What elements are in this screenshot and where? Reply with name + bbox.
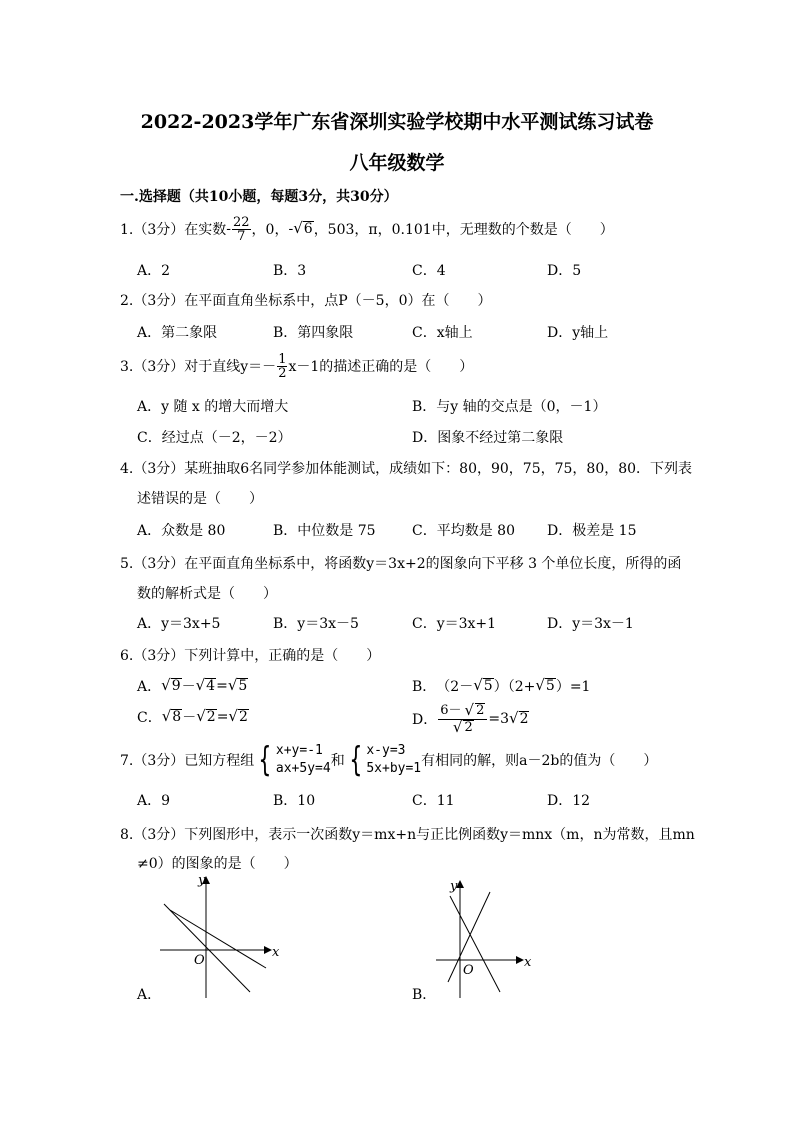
q6-d-num: 6－ √ 2 — [438, 703, 487, 719]
q6-d-rad-3: 2 — [519, 710, 529, 727]
question-5-line-1: 5.（3分）在平面直角坐标系中，将函数y＝3x+2的图象向下平移 3 个单位长度，所得的函 — [120, 556, 682, 572]
q6-b-sqrt-1: √ 5 — [473, 675, 493, 694]
graph-a-x-arrow — [264, 946, 272, 954]
q2-option-d[interactable]: D．y轴上 — [547, 325, 609, 341]
q6-d-num-rad: 2 — [476, 703, 485, 719]
graph-b-y-label: y — [450, 879, 458, 894]
q6-c-minus: － — [182, 710, 197, 726]
graph-b-line-1 — [450, 896, 500, 992]
q6-a-sqrt-2: √ 4 — [195, 675, 216, 694]
q6-a-rad-1: 9 — [171, 677, 181, 694]
q1-frac-den: 7 — [237, 228, 246, 244]
q6-d-fraction — [438, 703, 487, 735]
q7-and: 和 — [330, 753, 345, 769]
q3-rest: x－1的描述正确的是（ ） — [288, 359, 474, 375]
q7-system-2: { x-y=3 5x+by=1 — [349, 740, 422, 780]
q7-system-1: { x+y=-1 ax+5y=4 — [258, 740, 331, 780]
q6-b-rad-1: 5 — [483, 677, 493, 694]
q6-b-pre: （2－ — [436, 679, 474, 695]
q8-option-a[interactable]: A． — [137, 987, 162, 1003]
q6-c-sqrt-3: √ 2 — [228, 706, 248, 725]
q1-rad: 6 — [303, 220, 313, 237]
question-2: 2.（3分）在平面直角坐标系中，点P（－5，0）在（ ） — [120, 293, 492, 309]
q3-frac-num: 1 — [278, 351, 287, 367]
q6-b-label: B． — [412, 679, 437, 695]
q1-frac-num: 22 — [233, 214, 250, 230]
q8-graph-b[interactable] — [430, 870, 540, 1000]
q7-sys2-eq2: 5x+by=1 — [366, 761, 422, 776]
q1-neg: - — [226, 221, 231, 237]
q7-option-b[interactable]: B．10 — [273, 793, 316, 809]
q6-d-den-rad: 2 — [464, 719, 473, 735]
q7-option-a[interactable]: A．9 — [137, 793, 171, 809]
q1-mid: ，0， — [251, 222, 289, 238]
q6-a-eq: = — [216, 678, 228, 694]
q4-option-a[interactable]: A．众数是 80 — [137, 523, 226, 539]
q3-frac-den: 2 — [278, 365, 287, 381]
q1-option-c[interactable]: C．4 — [412, 263, 446, 279]
q3-option-c[interactable]: C．经过点（－2，－2） — [137, 430, 292, 446]
q1-neg2: - — [288, 221, 294, 237]
page-subtitle: 八年级数学 — [349, 152, 445, 174]
q6-c-eq: = — [216, 709, 229, 725]
q8-option-b[interactable]: B． — [412, 987, 437, 1003]
q7-rest: 有相同的解，则a－2b的值为（ ） — [421, 753, 658, 769]
q2-option-b[interactable]: B．第四象限 — [273, 325, 354, 341]
q6-b-rad-2: 5 — [545, 677, 555, 694]
q6-b-post: ）=1 — [555, 679, 591, 695]
q6-c-label: C． — [137, 710, 162, 726]
q5-option-c[interactable]: C．y＝3x+1 — [412, 616, 497, 632]
q4-option-b[interactable]: B．中位数是 75 — [273, 523, 376, 539]
question-4-line-2: 述错误的是（ ） — [137, 491, 263, 507]
graph-b-origin: O — [463, 963, 474, 978]
q5-option-a[interactable]: A．y＝3x+5 — [137, 616, 221, 632]
graph-a-origin: O — [194, 953, 205, 968]
q6-a-sqrt-3: √ 5 — [227, 675, 248, 694]
q6-option-d[interactable] — [412, 700, 529, 738]
question-1 — [120, 214, 614, 244]
q3-prefix: 3.（3分）对于直线y＝－ — [120, 359, 277, 375]
q6-option-c[interactable] — [137, 705, 249, 729]
q3-option-a[interactable]: A．y 随 x 的增大而增大 — [137, 399, 289, 415]
page-title: 2022-2023学年广东省深圳实验学校期中水平测试练习试卷 — [140, 111, 654, 133]
q6-a-rad-3: 5 — [238, 677, 248, 694]
question-4-line-1: 4.（3分）某班抽取6名同学参加体能测试，成绩如下：80，90，75，75，80，80．下列表 — [120, 461, 693, 477]
q6-c-sqrt-1: √ 8 — [161, 706, 182, 725]
q1-sqrt: √ 6 — [293, 218, 313, 237]
q1-fraction — [232, 216, 251, 243]
q6-a-label: A． — [137, 679, 162, 695]
q2-option-a[interactable]: A．第二象限 — [137, 325, 218, 341]
q6-b-mid: ）（2+ — [493, 679, 536, 695]
q6-a-rad-2: 4 — [206, 677, 216, 694]
graph-a-line-1 — [164, 904, 250, 992]
q1-option-b[interactable]: B．3 — [273, 263, 307, 279]
graph-a-x-label: x — [272, 945, 280, 960]
q6-a-sqrt-1: √ 9 — [161, 675, 181, 694]
q6-c-rad-3: 2 — [238, 708, 248, 725]
q5-option-d[interactable]: D．y＝3x－1 — [547, 616, 634, 632]
q4-option-d[interactable]: D．极差是 15 — [547, 523, 637, 539]
q6-b-sqrt-2: √ 5 — [535, 675, 555, 694]
q6-d-num-pre: 6－ — [440, 703, 462, 719]
q2-option-c[interactable]: C．x轴上 — [412, 325, 473, 341]
q5-option-b[interactable]: B．y＝3x－5 — [273, 616, 359, 632]
q6-d-sqrt-3: √ 2 — [509, 708, 529, 727]
q6-c-rad-2: 2 — [206, 708, 216, 725]
q7-sys2-eq1: x-y=3 — [366, 743, 406, 758]
graph-b-x-arrow — [516, 956, 524, 964]
q6-c-sqrt-2: √ 2 — [196, 706, 216, 725]
q3-option-b[interactable]: B．与y 轴的交点是（0，－1） — [412, 399, 607, 415]
graph-a-y-label: y — [198, 873, 206, 888]
q7-prefix: 7.（3分）已知方程组 — [120, 753, 255, 769]
section-heading: 一.选择题（共10小题，每题3分，共30分） — [120, 189, 398, 205]
q6-d-label: D． — [412, 712, 438, 728]
question-8-line-1: 8.（3分）下列图形中，表示一次函数y＝mx+n与正比例函数y＝mnx（m，n为常数，且mn — [120, 827, 695, 843]
q1-option-d[interactable]: D．5 — [547, 263, 582, 279]
q6-option-a[interactable] — [137, 674, 248, 698]
q6-d-eq: =3 — [488, 711, 509, 727]
q4-option-c[interactable]: C．平均数是 80 — [412, 523, 515, 539]
q6-a-minus: － — [181, 679, 196, 695]
q3-option-d[interactable]: D．图象不经过第二象限 — [412, 430, 564, 446]
q8-graph-a[interactable] — [150, 870, 290, 1000]
question-3 — [120, 350, 473, 382]
q7-option-d[interactable]: D．12 — [547, 793, 591, 809]
q6-c-rad-1: 8 — [172, 708, 182, 725]
q7-sys1-eq1: x+y=-1 — [275, 743, 323, 758]
q7-option-c[interactable]: C．11 — [412, 793, 455, 809]
q1-option-a[interactable]: A．2 — [137, 263, 171, 279]
q1-rest: ，503，π，0.101中，无理数的个数是（ ） — [313, 222, 614, 238]
question-5-line-2: 数的解析式是（ ） — [137, 586, 277, 602]
q3-fraction — [277, 353, 287, 380]
graph-b-x-label: x — [524, 955, 532, 970]
q6-option-b[interactable] — [412, 674, 590, 698]
question-7 — [120, 740, 657, 780]
question-6: 6.（3分）下列计算中，正确的是（ ） — [120, 648, 381, 664]
q7-sys1-eq2: ax+5y=4 — [275, 761, 331, 776]
question-8-line-2: ≠0）的图象的是（ ） — [137, 856, 298, 872]
q6-d-den: √ 2 — [452, 717, 473, 736]
q1-prefix: 1.（3分）在实数 — [120, 222, 227, 238]
